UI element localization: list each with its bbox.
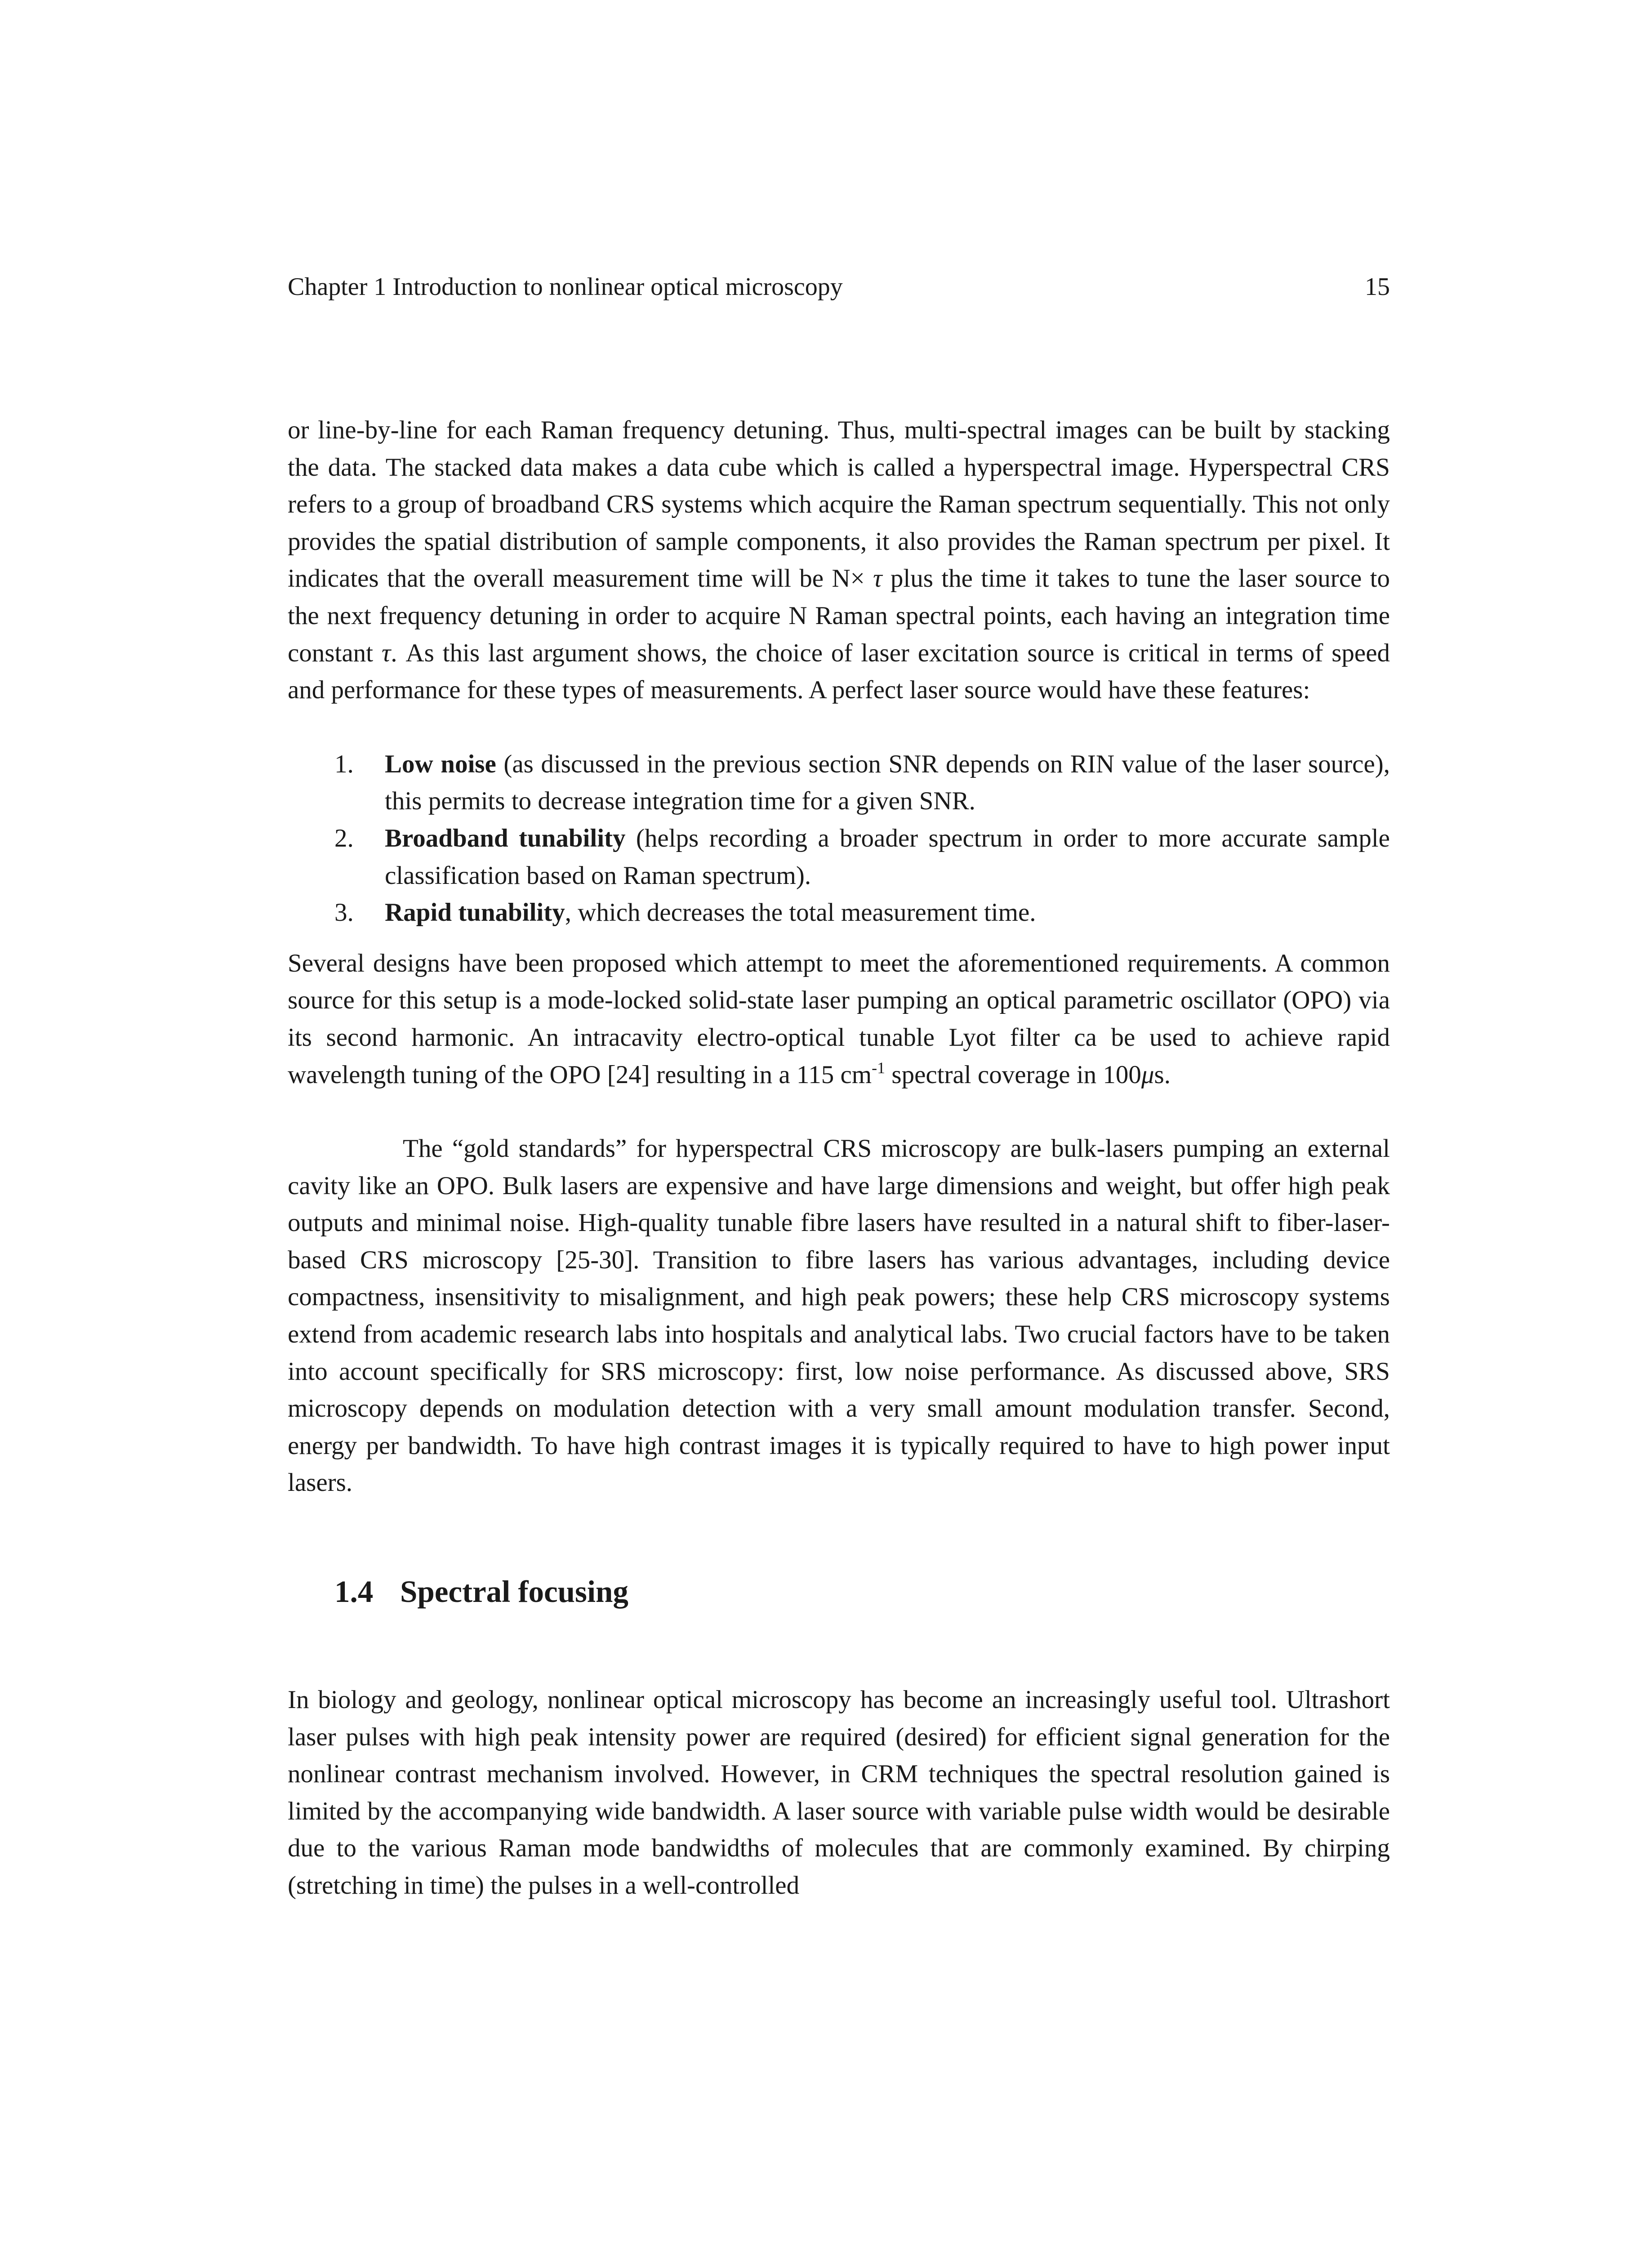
paragraph-hyperspectral: or line-by-line for each Raman frequency detuning. Thus, multi-spectral images can be built by stacking the data. The stacked data makes a data cube which is called a hyperspectral image. Hyperspectral CRS refers to a group of broadband CRS systems which acquire the Raman spectrum sequentially. This not only provides the spatial distribution of sample components, it also provides the Raman spectrum per pixel. It indicates that the overall measurement time will be N× τ plus the time it takes to tune the laser source to the next frequency detuning in order to acquire N Raman spectral points, each having an integration time constant τ. As this last argument shows, the choice of laser excitation source is critical in terms of speed and performance for these types of measurements. A perfect laser source would have these features: [288, 416, 1390, 705]
paragraph-gold-standards: The “gold standards” for hyperspectral CRS microscopy are bulk-lasers pumping an external cavity like an OPO. Bulk lasers are expensive and have large dimensions and weight, but offer high peak outputs and minimal noise. High-quality tunable fibre lasers have resulted in a natural shift to fiber-laser-based CRS microscopy [25-30]. Transition to fibre lasers has various advantages, including device compactness, insensitivity to misalignment, and high peak powers; these help CRS microscopy systems extend from academic research labs into hospitals and analytical labs. Two crucial factors have to be taken into account specifically for SRS microscopy: first, low noise performance. As discussed above, SRS microscopy depends on modulation detection with a very small amount modulation transfer. Second, energy per bandwidth. To have high contrast images it is typically required to have to high power input lasers. [288, 1134, 1390, 1497]
list-item-term: Low noise [385, 749, 496, 778]
running-header [288, 269, 1390, 305]
section-title: Spectral focusing [400, 1574, 628, 1609]
page-number: 15 [1365, 273, 1390, 301]
mu-symbol: μ [1141, 1060, 1154, 1089]
list-item-term: Rapid tunability [385, 898, 565, 927]
tau-symbol: τ [381, 638, 391, 667]
paragraph-spectral-focusing: In biology and geology, nonlinear optical microscopy has become an increasingly useful tool. Ultrashort laser pulses with high peak intensity power are required (desired) for efficient signal generation for the nonlinear contrast mechanism involved. However, in CRM techniques the spectral resolution gained is limited by the accompanying wide bandwidth. A laser source with variable pulse width would be desirable due to the various Raman mode bandwidths of molecules that are commonly examined. By chirping (stretching in time) the pulses in a well-controlled [288, 1686, 1390, 1900]
tau-symbol: τ [873, 564, 882, 593]
section-heading [288, 1569, 1390, 1614]
chapter-title: Chapter 1 Introduction to nonlinear optical microscopy [288, 273, 843, 301]
list-item-term: Broadband tunability [385, 824, 626, 852]
section-number: 1.4 [334, 1574, 374, 1609]
list-item [288, 746, 1390, 820]
list-item-text: (as discussed in the previous section SNR depends on RIN value of the laser source), this permits to decrease integration time for a given SNR. [385, 749, 1390, 816]
list-number: 2. [334, 824, 354, 852]
list-item-text: , which decreases the total measurement time. [565, 898, 1036, 927]
paragraph-designs: Several designs have been proposed which attempt to meet the aforementioned requirements. A common source for this setup is a mode-locked solid-state laser pumping an optical parametric oscillator (OPO) via its second harmonic. An intracavity electro-optical tunable Lyot filter ca be used to achieve rapid wavelength tuning of the OPO [24] resulting in a 115 $cm^{-1}$ spectral coverage in 100μs. [288, 949, 1390, 1089]
features-list [288, 746, 1390, 932]
list-item [288, 894, 1390, 932]
page-body [288, 412, 1390, 1905]
list-number: 3. [334, 898, 354, 927]
list-number: 1. [334, 749, 354, 778]
list-item-text: (helps recording a broader spectrum in order to more accurate sample classification based on Raman spectrum). [385, 824, 1390, 890]
list-item [288, 820, 1390, 894]
superscript: -1 [872, 1058, 886, 1077]
times-symbol: × [850, 564, 865, 593]
